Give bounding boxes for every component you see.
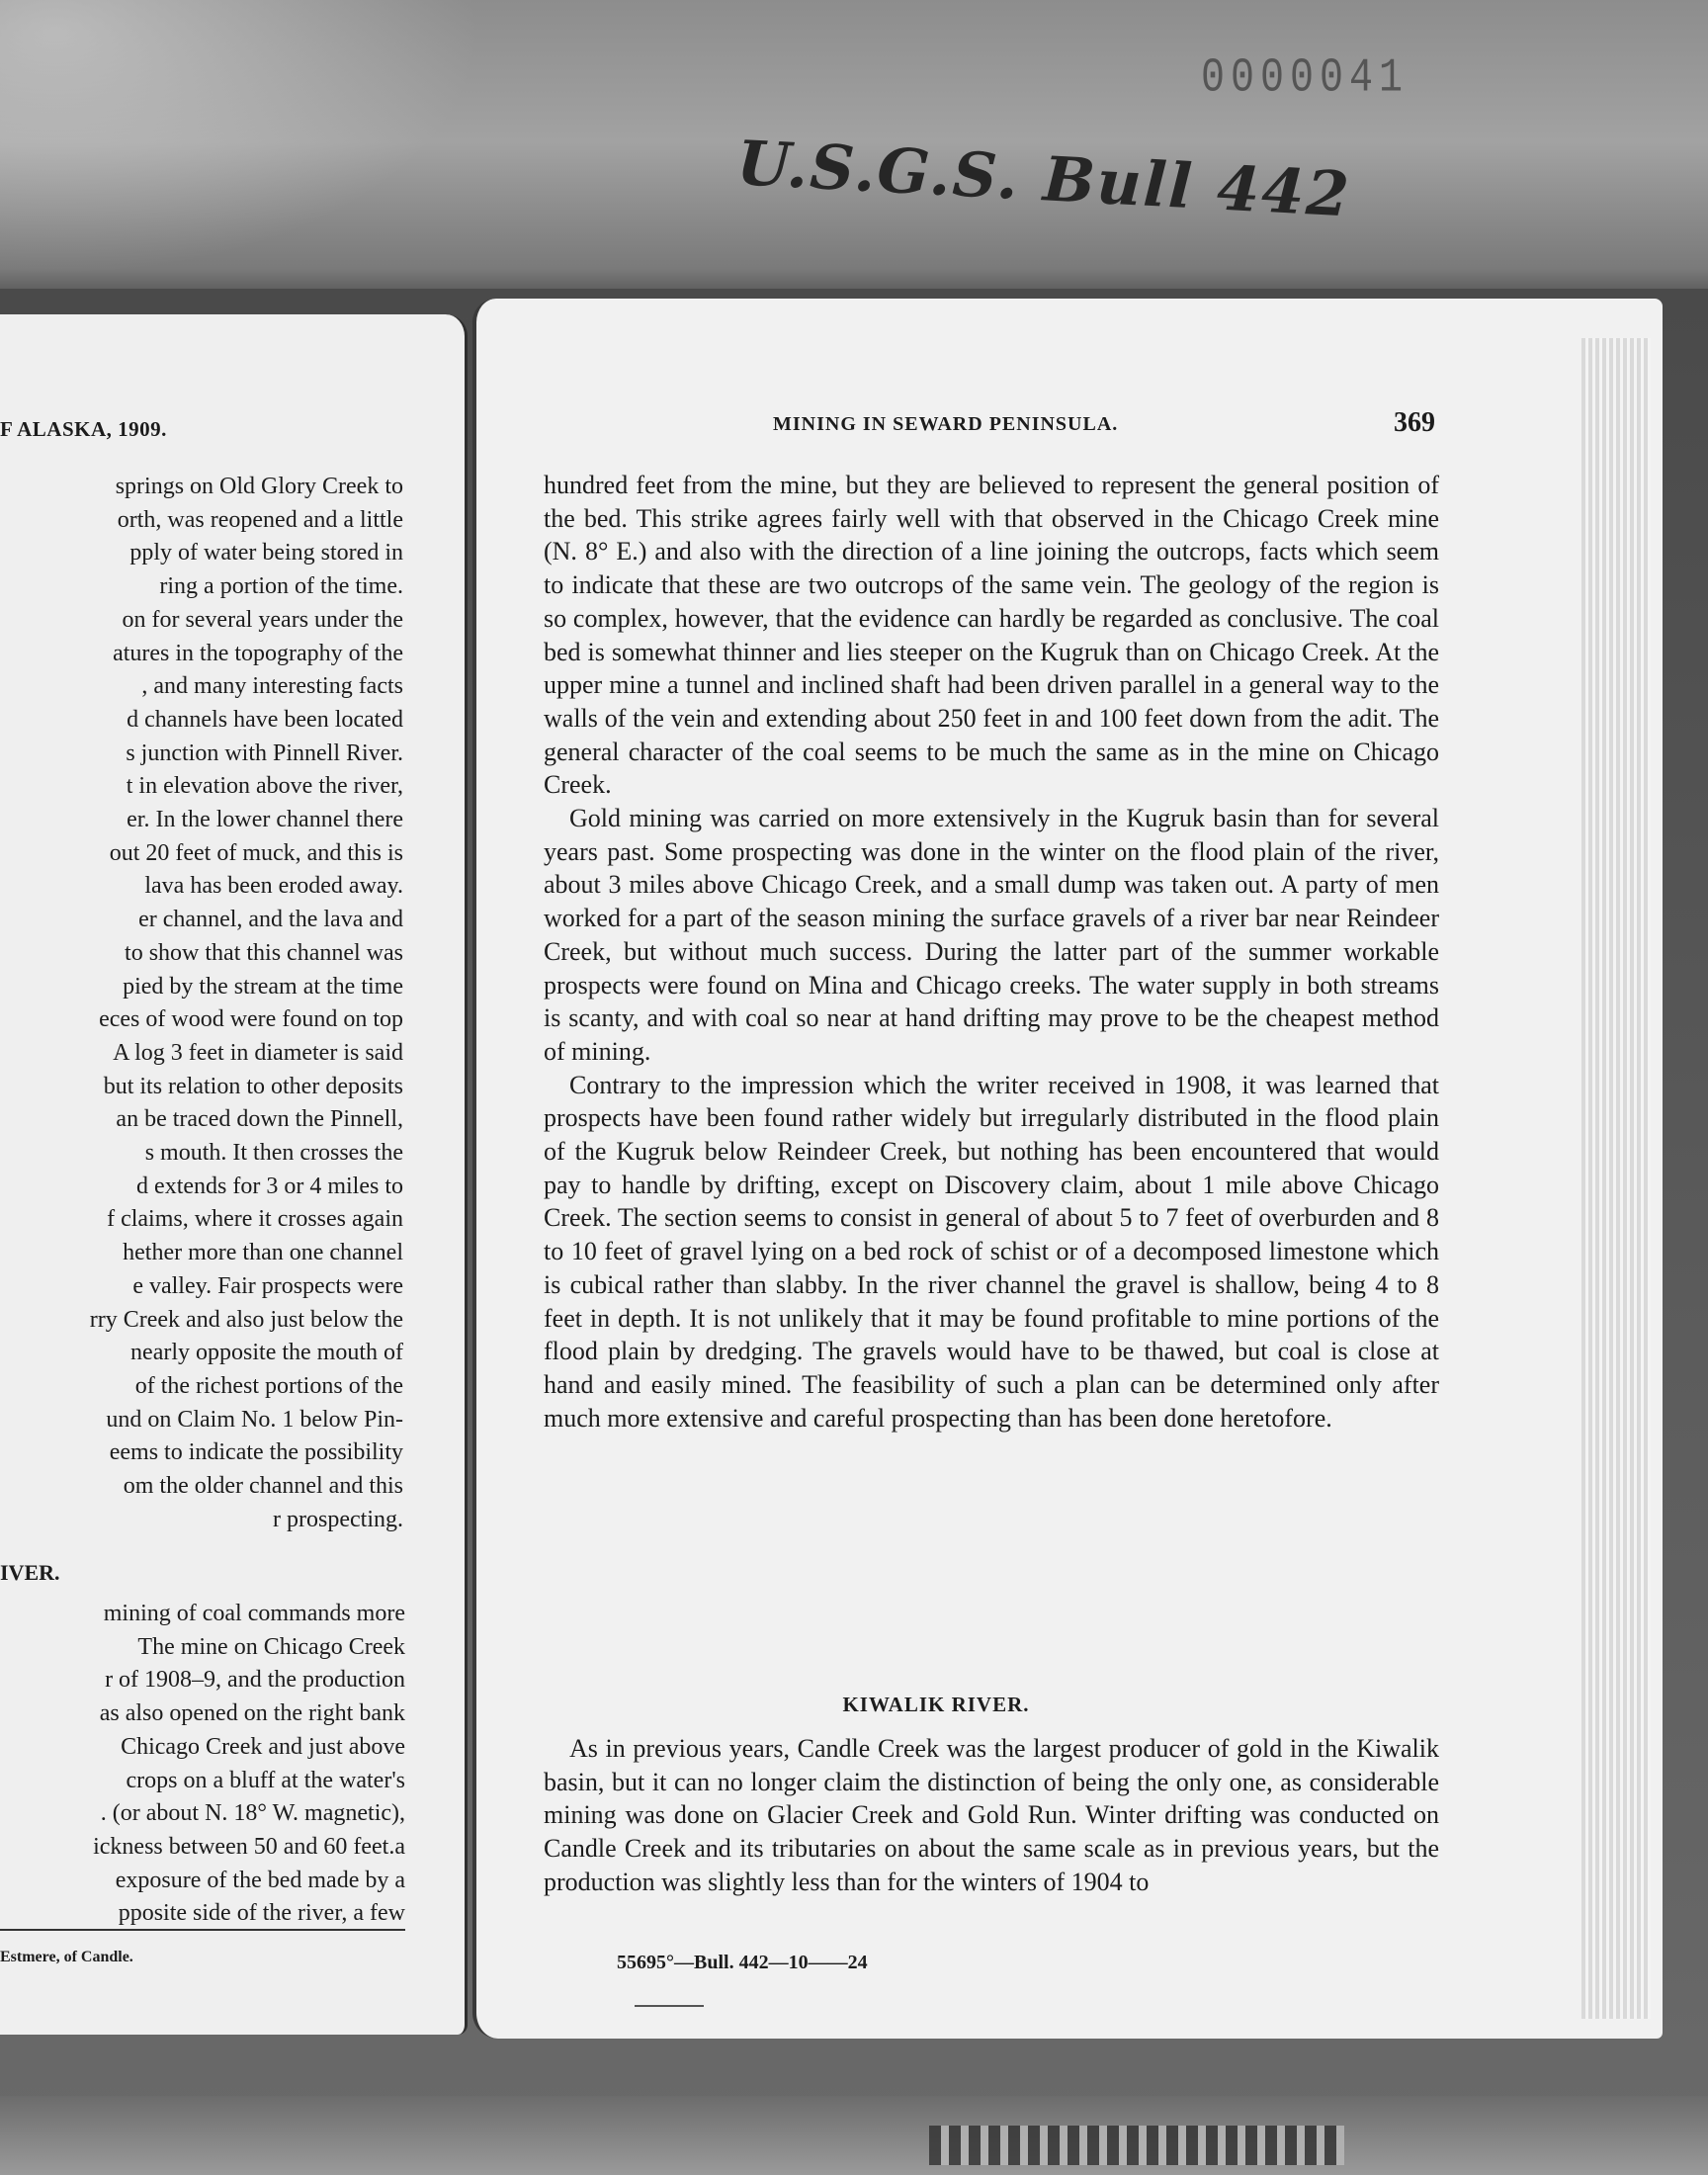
text-line: A log 3 feet in diameter is said (113, 1039, 403, 1066)
text-line: f claims, where it crosses again (107, 1206, 403, 1233)
text-line: orth, was reopened and a little (117, 506, 403, 533)
text-line: pposite side of the river, a few (118, 1900, 405, 1927)
text-line: lava has been eroded away. (144, 873, 403, 900)
text-line: springs on Old Glory Creek to (115, 474, 403, 499)
text-line: r prospecting. (273, 1506, 403, 1532)
footnote-rule (0, 1929, 405, 1931)
spine-marks (929, 2126, 1344, 2165)
text-line: out 20 feet of muck, and this is (109, 839, 403, 866)
text-line: The mine on Chicago Creek (137, 1633, 405, 1660)
text-line: d extends for 3 or 4 miles to (136, 1173, 403, 1199)
text-line: . (or about N. 18° W. magnetic), (100, 1800, 405, 1827)
text-line: e valley. Fair prospects were (132, 1272, 403, 1299)
text-line: t in elevation above the river, (126, 773, 403, 800)
paragraph: hundred feet from the mine, but they are believed to represent the general position of the bed. This strike agrees fairly well with that observed in the Chicago Creek mine (N. 8° E.) and also with the direction of a line joining the outcrops, facts which seem to indicate that these are two outcrops of the same vein. The geology of the region is so complex, however, that the evidence can hardly be regarded as conclusive. The coal bed is somewhat thinner and lies steeper on the Kugruk than on Chicago Creek. At the upper mine a tunnel and inclined shaft had been driven parallel in a general way to the walls of the vein and extending about 250 feet in and 100 feet down from the adit. The general character of the coal seems to be much the same as in the mine on Chicago Creek. (544, 471, 1439, 800)
text-line: rry Creek and also just below the (89, 1306, 403, 1333)
text-line: but its relation to other deposits (103, 1073, 403, 1099)
text-line: d channels have been located (127, 706, 403, 733)
signature-rule (635, 2005, 704, 2007)
left-footnote: Estmere, of Candle. (0, 1949, 133, 1965)
text-line: Chicago Creek and just above (121, 1733, 405, 1760)
text-line: r of 1908–9, and the production (105, 1667, 405, 1694)
text-line: as also opened on the right bank (99, 1700, 405, 1727)
text-line: , and many interesting facts (141, 673, 403, 700)
text-line: eces of wood were found on top (99, 1006, 403, 1033)
left-page (0, 314, 468, 2035)
left-text-block-2 (0, 1598, 405, 1931)
text-line: an be traced down the Pinnell, (116, 1106, 403, 1133)
scan-glare (0, 0, 554, 316)
page-number: 369 (1394, 407, 1435, 438)
paragraph: Contrary to the impression which the writer received in 1908, it was learned that prospects have been found rather widely but irregularly distributed in the flood plain of the Kugruk below Reindeer Creek, but nothing has been encountered that would pay to handle by drifting, except on Discovery claim, about 1 mile above Chicago Creek. The section seems to consist in general of about 5 to 7 feet of overburden and 8 to 10 feet of gravel lying on a bed rock of schist or of a decomposed limestone which is cubical rather than slabby. In the river channel the gravel is shallow, being 4 to 8 feet in depth. It is not unlikely that it may be found profitable to mine portions of the flood plain by dredging. The gravels would have to be thawed, but coal is close at hand and easily mined. The feasibility of such a plan can be determined only after much more extensive and careful prospecting than has been done heretofore. (544, 1070, 1439, 1433)
right-page (472, 299, 1663, 2039)
text-line: er channel, and the lava and (138, 907, 403, 933)
body-text (544, 469, 1439, 1435)
text-line: mining of coal commands more (103, 1601, 405, 1626)
left-text-block (0, 471, 403, 1537)
left-section-heading: IVER. (0, 1560, 60, 1585)
signature-line: 55695°—Bull. 442—10——24 (617, 1952, 868, 1973)
text-line: ickness between 50 and 60 feet.a (93, 1833, 405, 1860)
scan-bottom-band (0, 2096, 1708, 2175)
text-line: om the older channel and this (123, 1473, 403, 1500)
text-line: to show that this channel was (125, 939, 403, 966)
text-line: eems to indicate the possibility (109, 1439, 403, 1466)
text-line: s junction with Pinnell River. (126, 740, 403, 766)
text-line: pply of water being stored in (129, 540, 403, 566)
handwritten-note: U.S.G.S. Bull 442 (734, 127, 1353, 231)
body-text-2 (544, 1732, 1439, 1899)
section-heading: KIWALIK RIVER. (842, 1693, 1030, 1716)
text-line: pied by the stream at the time (123, 973, 403, 1000)
text-line: er. In the lower channel there (127, 807, 403, 833)
text-line: of the richest portions of the (134, 1372, 403, 1399)
left-running-head: F ALASKA, 1909. (0, 417, 167, 441)
text-line: ring a portion of the time. (159, 573, 403, 600)
text-line: crops on a bluff at the water's (126, 1767, 405, 1793)
text-line: atures in the topography of the (113, 640, 403, 666)
text-line: on for several years under the (122, 606, 403, 633)
text-line: hether more than one channel (123, 1240, 403, 1266)
text-line: und on Claim No. 1 below Pin- (106, 1406, 403, 1433)
page-edges (1581, 338, 1651, 2019)
paragraph: As in previous years, Candle Creek was the largest producer of gold in the Kiwalik basin, but it can no longer claim the distinction of being the only one, as considerable mining was done on Glacier Creek and Gold Run. Winter drifting was conducted on Candle Creek and its tributaries on about the same scale as in previous years, but the production was slightly less than for the winters of 1904 to (544, 1734, 1439, 1896)
paragraph: Gold mining was carried on more extensively in the Kugruk basin than for several years past. Some prospecting was done in the winter on the flood plain of the river, about 3 miles above Chicago Creek, and a small dump was taken out. A party of men worked for a part of the season mining the surface gravels of a river bar near Reindeer Creek, but without much success. During the latter part of the summer workable prospects were found on Mina and Chicago creeks. The water supply in both streams is scanty, and with coal so near at hand drifting may prove to be the cheapest method of mining. (544, 804, 1439, 1066)
text-line: exposure of the bed made by a (115, 1867, 405, 1893)
running-head: MINING IN SEWARD PENINSULA. (773, 413, 1119, 435)
text-line: nearly opposite the mouth of (130, 1340, 403, 1366)
text-line: s mouth. It then crosses the (144, 1140, 403, 1167)
stamp-number: 0000041 (1201, 52, 1409, 106)
